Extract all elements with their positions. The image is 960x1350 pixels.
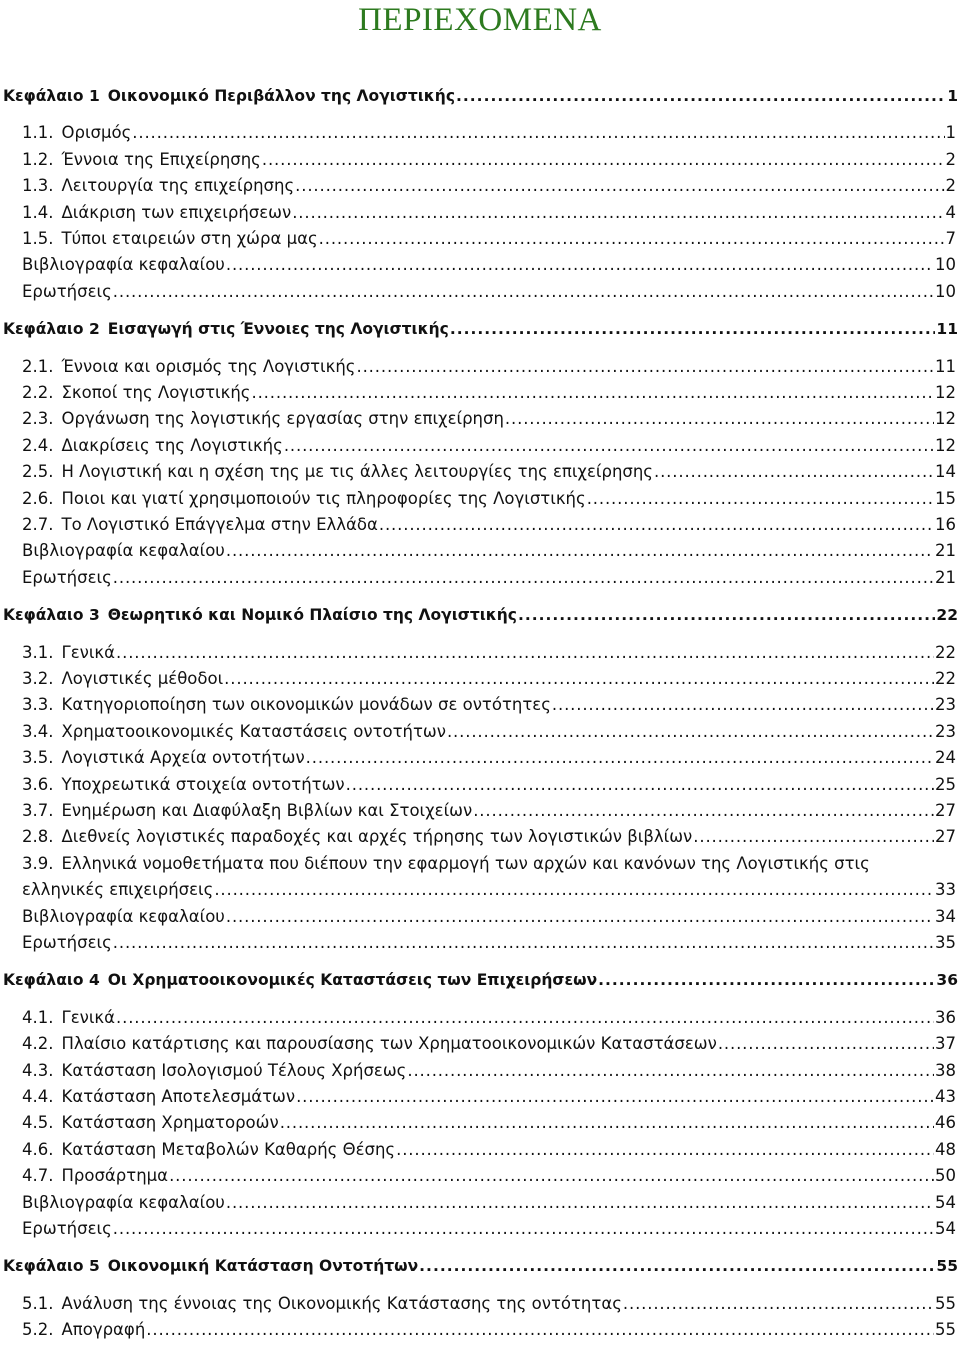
page-number: 16 bbox=[935, 515, 956, 534]
entry-number: 2.7. bbox=[22, 515, 54, 534]
toc-section-entry[interactable] bbox=[0, 901, 960, 927]
toc-section-entry[interactable] bbox=[0, 456, 960, 482]
entry-title: Ελληνικά νομοθετήματα που διέπουν την εφαρμογή των αρχών και κανόνων της Λογιστικής στις bbox=[61, 853, 870, 873]
entry-number: 3.9. bbox=[22, 853, 54, 873]
dot-leader bbox=[295, 176, 944, 196]
page-number: 54 bbox=[935, 1192, 956, 1212]
page-number: 33 bbox=[935, 880, 956, 900]
page-number: 11 bbox=[936, 320, 958, 339]
dot-leader bbox=[113, 933, 934, 953]
page-number: 21 bbox=[935, 567, 956, 587]
page-number: 36 bbox=[935, 1007, 956, 1027]
page-number: 27 bbox=[935, 827, 956, 847]
page-number: 2 bbox=[945, 149, 956, 169]
toc-section-entry[interactable] bbox=[0, 689, 960, 715]
toc-section-entry-continuation[interactable] bbox=[0, 874, 960, 900]
toc-section-entry[interactable] bbox=[0, 1055, 960, 1081]
entry-label bbox=[3, 86, 455, 106]
entry-label bbox=[22, 255, 225, 275]
page-number: 1 bbox=[945, 123, 956, 143]
entry-title: Βιβλιογραφία κεφαλαίου bbox=[22, 255, 225, 275]
dot-leader bbox=[379, 515, 934, 535]
entry-label bbox=[22, 775, 345, 795]
entry-title-continuation: ελληνικές επιχειρήσεις bbox=[22, 880, 214, 900]
entry-title: Υποχρεωτικά στοιχεία οντοτήτων bbox=[61, 774, 345, 794]
entry-number: 4.6. bbox=[22, 1139, 54, 1159]
toc-section-entry[interactable] bbox=[0, 716, 960, 742]
toc-chapter-entry[interactable] bbox=[0, 599, 960, 625]
dot-leader bbox=[552, 695, 934, 715]
page-number: 27 bbox=[935, 801, 956, 820]
dot-leader bbox=[505, 409, 934, 429]
page-title: ΠΕΡΙΕΧΟΜΕΝΑ bbox=[358, 2, 602, 38]
dot-leader bbox=[252, 383, 935, 403]
dot-leader bbox=[447, 722, 934, 742]
toc-section-entry[interactable] bbox=[0, 1314, 960, 1340]
dot-leader bbox=[346, 775, 934, 795]
toc-section-entry[interactable] bbox=[0, 351, 960, 377]
page-number: 34 bbox=[935, 906, 956, 926]
entry-label bbox=[22, 801, 472, 821]
entry-number: Κεφάλαιο 4 bbox=[3, 971, 100, 990]
entry-number: 4.4. bbox=[22, 1087, 54, 1106]
entry-title: Η Λογιστική και η σχέση της με τις άλλες λειτουργίες της επιχείρησης bbox=[61, 462, 653, 482]
entry-number: Κεφάλαιο 1 bbox=[3, 87, 100, 105]
toc-section-entry[interactable] bbox=[0, 1187, 960, 1213]
dot-leader bbox=[280, 1113, 934, 1133]
entry-label bbox=[22, 827, 692, 847]
entry-title: Απογραφή bbox=[61, 1320, 146, 1340]
dot-leader bbox=[407, 1061, 934, 1081]
entry-title: Ερωτήσεις bbox=[22, 933, 112, 952]
entry-title: Ποιοι και γιατί χρησιμοποιούν τις πληροφορίες της Λογιστικής bbox=[61, 488, 586, 508]
dot-leader bbox=[598, 970, 935, 990]
dot-leader bbox=[214, 880, 934, 900]
page-number: 12 bbox=[935, 409, 956, 429]
entry-title: Ερωτήσεις bbox=[22, 567, 112, 587]
dot-leader bbox=[693, 827, 934, 847]
entry-number: 2.3. bbox=[22, 409, 54, 429]
entry-number: 2.2. bbox=[22, 383, 54, 402]
entry-number: 3.2. bbox=[22, 669, 54, 688]
toc-section-entry[interactable] bbox=[0, 117, 960, 143]
entry-number: 1.3. bbox=[22, 176, 54, 196]
entry-number: 3.6. bbox=[22, 774, 54, 794]
toc-section-entry[interactable] bbox=[0, 1213, 960, 1239]
page-number: 4 bbox=[945, 202, 956, 222]
page-number: 14 bbox=[935, 462, 956, 482]
entry-title: Ενημέρωση και Διαφύλαξη Βιβλίων και Στοιχείων bbox=[61, 801, 473, 820]
dot-leader bbox=[226, 1193, 934, 1213]
page-number: 24 bbox=[935, 748, 956, 768]
entry-number: 5.2. bbox=[22, 1320, 54, 1340]
entry-number: 2.5. bbox=[22, 462, 54, 482]
dot-leader bbox=[319, 229, 945, 249]
entry-number: 2.1. bbox=[22, 356, 54, 376]
page-number: 15 bbox=[935, 488, 956, 508]
entry-label bbox=[22, 1166, 168, 1186]
entry-number: 4.7. bbox=[22, 1166, 54, 1186]
entry-title: Το Λογιστικό Επάγγελμα στην Ελλάδα bbox=[61, 515, 378, 534]
entry-title: Χρηματοοικονομικές Καταστάσεις οντοτήτων bbox=[61, 721, 446, 741]
toc-section-entry[interactable] bbox=[0, 1160, 960, 1186]
entry-label bbox=[22, 854, 870, 874]
entry-label bbox=[22, 1140, 395, 1160]
entry-label bbox=[22, 282, 112, 302]
dot-leader bbox=[419, 1256, 935, 1276]
toc-chapter-entry[interactable] bbox=[0, 80, 960, 106]
dot-leader bbox=[456, 86, 946, 106]
dot-leader bbox=[226, 907, 934, 927]
toc-section-entry[interactable] bbox=[0, 795, 960, 821]
dot-leader bbox=[146, 1320, 934, 1340]
dot-leader bbox=[296, 1087, 934, 1107]
entry-title: Διεθνείς λογιστικές παραδοχές και αρχές τήρησης των λογιστικών βιβλίων bbox=[61, 827, 693, 847]
entry-label bbox=[3, 1256, 418, 1276]
entry-title: Γενικά bbox=[61, 1007, 116, 1027]
dot-leader bbox=[113, 568, 934, 588]
page-number: 10 bbox=[935, 281, 956, 301]
page-number: 12 bbox=[935, 435, 956, 455]
entry-title: Έννοια της Επιχείρησης bbox=[61, 149, 261, 169]
toc-section-entry[interactable] bbox=[0, 1107, 960, 1133]
toc-section-entry[interactable] bbox=[0, 848, 960, 874]
page-number: 55 bbox=[935, 1320, 956, 1340]
entry-title: Κατάσταση Χρηματοροών bbox=[61, 1113, 279, 1133]
dot-leader bbox=[116, 643, 934, 663]
entry-label bbox=[22, 1061, 406, 1081]
dot-leader bbox=[306, 748, 934, 768]
entry-number: 2.8. bbox=[22, 827, 54, 847]
entry-title: Οικονομικό Περιβάλλον της Λογιστικής bbox=[107, 87, 456, 105]
dot-leader bbox=[113, 1219, 934, 1239]
entry-title: Έννοια και ορισμός της Λογιστικής bbox=[61, 356, 356, 376]
toc-section-entry[interactable] bbox=[0, 742, 960, 768]
page-number: 48 bbox=[935, 1139, 956, 1159]
entry-label bbox=[22, 123, 131, 143]
entry-label bbox=[22, 568, 112, 588]
dot-leader bbox=[284, 436, 934, 456]
entry-label bbox=[22, 1219, 112, 1239]
dot-leader bbox=[587, 489, 934, 509]
entry-label bbox=[22, 907, 225, 927]
toc-chapter-entry[interactable] bbox=[0, 1250, 960, 1276]
dot-leader bbox=[226, 541, 934, 561]
entry-title: Βιβλιογραφία κεφαλαίου bbox=[22, 906, 225, 926]
entry-title: Εισαγωγή στις Έννοιες της Λογιστικής bbox=[107, 320, 449, 339]
toc-section-entry[interactable] bbox=[0, 663, 960, 689]
page-number: 55 bbox=[935, 1293, 956, 1313]
entry-title: Θεωρητικό και Νομικό Πλαίσιο της Λογιστικής bbox=[107, 606, 517, 625]
entry-label bbox=[22, 1087, 295, 1107]
page-number: 22 bbox=[935, 642, 956, 662]
entry-title: Σκοποί της Λογιστικής bbox=[61, 383, 251, 402]
toc-section-entry[interactable] bbox=[0, 197, 960, 223]
entry-title: Ανάλυση της έννοιας της Οικονομικής Κατάστασης της οντότητας bbox=[61, 1293, 622, 1313]
entry-title: Κατάσταση Αποτελεσμάτων bbox=[61, 1087, 296, 1106]
toc-section-entry[interactable] bbox=[0, 927, 960, 953]
toc-section-entry[interactable] bbox=[0, 562, 960, 588]
entry-title: Λογιστικές μέθοδοι bbox=[61, 669, 224, 688]
entry-title: Κατάσταση Ισολογισμού Τέλους Χρήσεως bbox=[61, 1060, 407, 1080]
entry-label bbox=[22, 462, 653, 482]
entry-label bbox=[22, 643, 115, 663]
entry-number: 1.4. bbox=[22, 202, 54, 222]
entry-number: 3.3. bbox=[22, 695, 54, 715]
entry-title: Διάκριση των επιχειρήσεων bbox=[61, 202, 292, 222]
entry-label bbox=[22, 1294, 622, 1314]
toc-section-entry[interactable] bbox=[0, 223, 960, 249]
page-number: 46 bbox=[935, 1113, 956, 1133]
page-number: 36 bbox=[936, 971, 958, 990]
page-number: 54 bbox=[935, 1219, 956, 1238]
entry-number: Κεφάλαιο 3 bbox=[3, 606, 100, 625]
entry-label bbox=[22, 1320, 145, 1340]
entry-number: Κεφάλαιο 2 bbox=[3, 320, 100, 339]
toc-section-entry[interactable] bbox=[0, 144, 960, 170]
entry-title: Ερωτήσεις bbox=[22, 1219, 112, 1238]
entry-title: Βιβλιογραφία κεφαλαίου bbox=[22, 1192, 225, 1212]
entry-label bbox=[22, 176, 294, 196]
page-number: 23 bbox=[935, 721, 956, 741]
page-number: 38 bbox=[935, 1060, 956, 1080]
entry-number: 3.5. bbox=[22, 748, 54, 768]
dot-leader bbox=[654, 462, 934, 482]
entry-title: Οικονομική Κατάσταση Οντοτήτων bbox=[107, 1257, 419, 1276]
entry-label bbox=[3, 970, 597, 990]
toc-section-entry[interactable] bbox=[0, 1134, 960, 1160]
page-number: 25 bbox=[935, 774, 956, 794]
entry-label bbox=[22, 203, 291, 223]
entry-label bbox=[22, 1034, 717, 1054]
toc-section-entry[interactable] bbox=[0, 170, 960, 196]
entry-label bbox=[22, 229, 318, 249]
toc-section-entry[interactable] bbox=[0, 637, 960, 663]
page-number: 22 bbox=[935, 669, 956, 688]
page-number: 12 bbox=[935, 383, 956, 402]
entry-number: 5.1. bbox=[22, 1293, 54, 1313]
dot-leader bbox=[169, 1166, 934, 1186]
entry-label bbox=[22, 748, 305, 768]
dot-leader bbox=[226, 255, 934, 275]
page-number: 23 bbox=[935, 695, 956, 715]
entry-title: Γενικά bbox=[61, 642, 116, 662]
entry-number: 3.1. bbox=[22, 642, 54, 662]
page-number: 7 bbox=[945, 229, 956, 248]
toc-section-entry[interactable] bbox=[0, 403, 960, 429]
dot-leader bbox=[113, 282, 934, 302]
entry-label bbox=[22, 357, 356, 377]
dot-leader bbox=[357, 357, 935, 377]
entry-label bbox=[22, 1113, 279, 1133]
toc-section-entry[interactable] bbox=[0, 769, 960, 795]
entry-title: Λειτουργία της επιχείρησης bbox=[61, 176, 295, 196]
entry-number: 2.4. bbox=[22, 435, 54, 455]
entry-label bbox=[22, 436, 283, 456]
dot-leader bbox=[473, 801, 934, 821]
entry-title: Οι Χρηματοοικονομικές Καταστάσεις των Επιχειρήσεων bbox=[107, 971, 598, 990]
dot-leader bbox=[262, 150, 945, 170]
entry-number: 3.7. bbox=[22, 801, 54, 820]
toc-chapter-entry[interactable] bbox=[0, 964, 960, 990]
entry-number: 3.4. bbox=[22, 721, 54, 741]
entry-label bbox=[22, 669, 223, 689]
entry-number: 2.6. bbox=[22, 488, 54, 508]
page-number: 35 bbox=[935, 933, 956, 952]
page-number: 22 bbox=[936, 606, 958, 625]
entry-title: Κατηγοριοποίηση των οικονομικών μονάδων σε οντότητες bbox=[61, 695, 551, 715]
toc-section-entry[interactable] bbox=[0, 1028, 960, 1054]
page-number: 55 bbox=[936, 1257, 958, 1276]
page-number: 11 bbox=[935, 356, 956, 376]
toc-section-entry[interactable] bbox=[0, 249, 960, 275]
entry-title: Κατάσταση Μεταβολών Καθαρής Θέσης bbox=[61, 1139, 396, 1159]
page-number: 10 bbox=[935, 255, 956, 275]
entry-title: Λογιστικά Αρχεία οντοτήτων bbox=[61, 748, 305, 768]
entry-title: Βιβλιογραφία κεφαλαίου bbox=[22, 541, 225, 561]
entry-number: 4.2. bbox=[22, 1034, 54, 1054]
entry-label bbox=[22, 1193, 225, 1213]
entry-title: Τύποι εταιρειών στη χώρα μας bbox=[61, 229, 318, 248]
toc-section-entry[interactable] bbox=[0, 1288, 960, 1314]
entry-number: 1.1. bbox=[22, 123, 54, 143]
toc-section-entry[interactable] bbox=[0, 377, 960, 403]
dot-leader bbox=[518, 605, 935, 625]
dot-leader bbox=[396, 1140, 934, 1160]
entry-number: 1.2. bbox=[22, 149, 54, 169]
page-number: 50 bbox=[935, 1166, 956, 1186]
toc-chapter-entry[interactable] bbox=[0, 313, 960, 339]
entry-label bbox=[3, 319, 449, 339]
entry-title: Οργάνωση της λογιστικής εργασίας στην επιχείρηση bbox=[61, 409, 504, 429]
entry-title: Ορισμός bbox=[61, 123, 132, 143]
toc-section-entry[interactable] bbox=[0, 509, 960, 535]
toc-section-entry[interactable] bbox=[0, 276, 960, 302]
toc-section-entry[interactable] bbox=[0, 821, 960, 847]
entry-label bbox=[22, 722, 446, 742]
entry-label bbox=[22, 541, 225, 561]
toc-section-entry[interactable] bbox=[0, 535, 960, 561]
dot-leader bbox=[623, 1294, 934, 1314]
dot-leader bbox=[292, 203, 944, 223]
entry-number: 4.1. bbox=[22, 1007, 54, 1027]
entry-number: 4.3. bbox=[22, 1060, 54, 1080]
dot-leader bbox=[116, 1008, 934, 1028]
toc-section-entry[interactable] bbox=[0, 430, 960, 456]
entry-number: 4.5. bbox=[22, 1113, 54, 1133]
dot-leader bbox=[718, 1034, 934, 1054]
dot-leader bbox=[450, 319, 936, 339]
toc-section-entry[interactable] bbox=[0, 483, 960, 509]
page-number: 2 bbox=[945, 176, 956, 196]
entry-label bbox=[22, 409, 504, 429]
entry-label bbox=[22, 383, 251, 403]
entry-label bbox=[22, 695, 551, 715]
entry-title: Πλαίσιο κατάρτισης και παρουσίασης των Χρηματοοικονομικών Καταστάσεων bbox=[61, 1034, 717, 1054]
entry-label bbox=[22, 150, 261, 170]
entry-title: Ερωτήσεις bbox=[22, 281, 112, 301]
page-number: 1 bbox=[947, 87, 958, 105]
dot-leader bbox=[132, 123, 944, 143]
entry-number: Κεφάλαιο 5 bbox=[3, 1257, 100, 1276]
entry-label bbox=[22, 1008, 115, 1028]
entry-label bbox=[3, 605, 517, 625]
page-number: 37 bbox=[935, 1034, 956, 1054]
entry-label bbox=[22, 933, 112, 953]
page-number: 43 bbox=[935, 1087, 956, 1106]
dot-leader bbox=[224, 669, 934, 689]
entry-label bbox=[22, 489, 586, 509]
entry-title: Διακρίσεις της Λογιστικής bbox=[61, 435, 283, 455]
entry-number: 1.5. bbox=[22, 229, 54, 248]
page-number: 21 bbox=[935, 541, 956, 561]
toc-section-entry[interactable] bbox=[0, 1081, 960, 1107]
toc-section-entry[interactable] bbox=[0, 1002, 960, 1028]
entry-label bbox=[22, 515, 378, 535]
entry-title: Προσάρτημα bbox=[61, 1166, 169, 1186]
